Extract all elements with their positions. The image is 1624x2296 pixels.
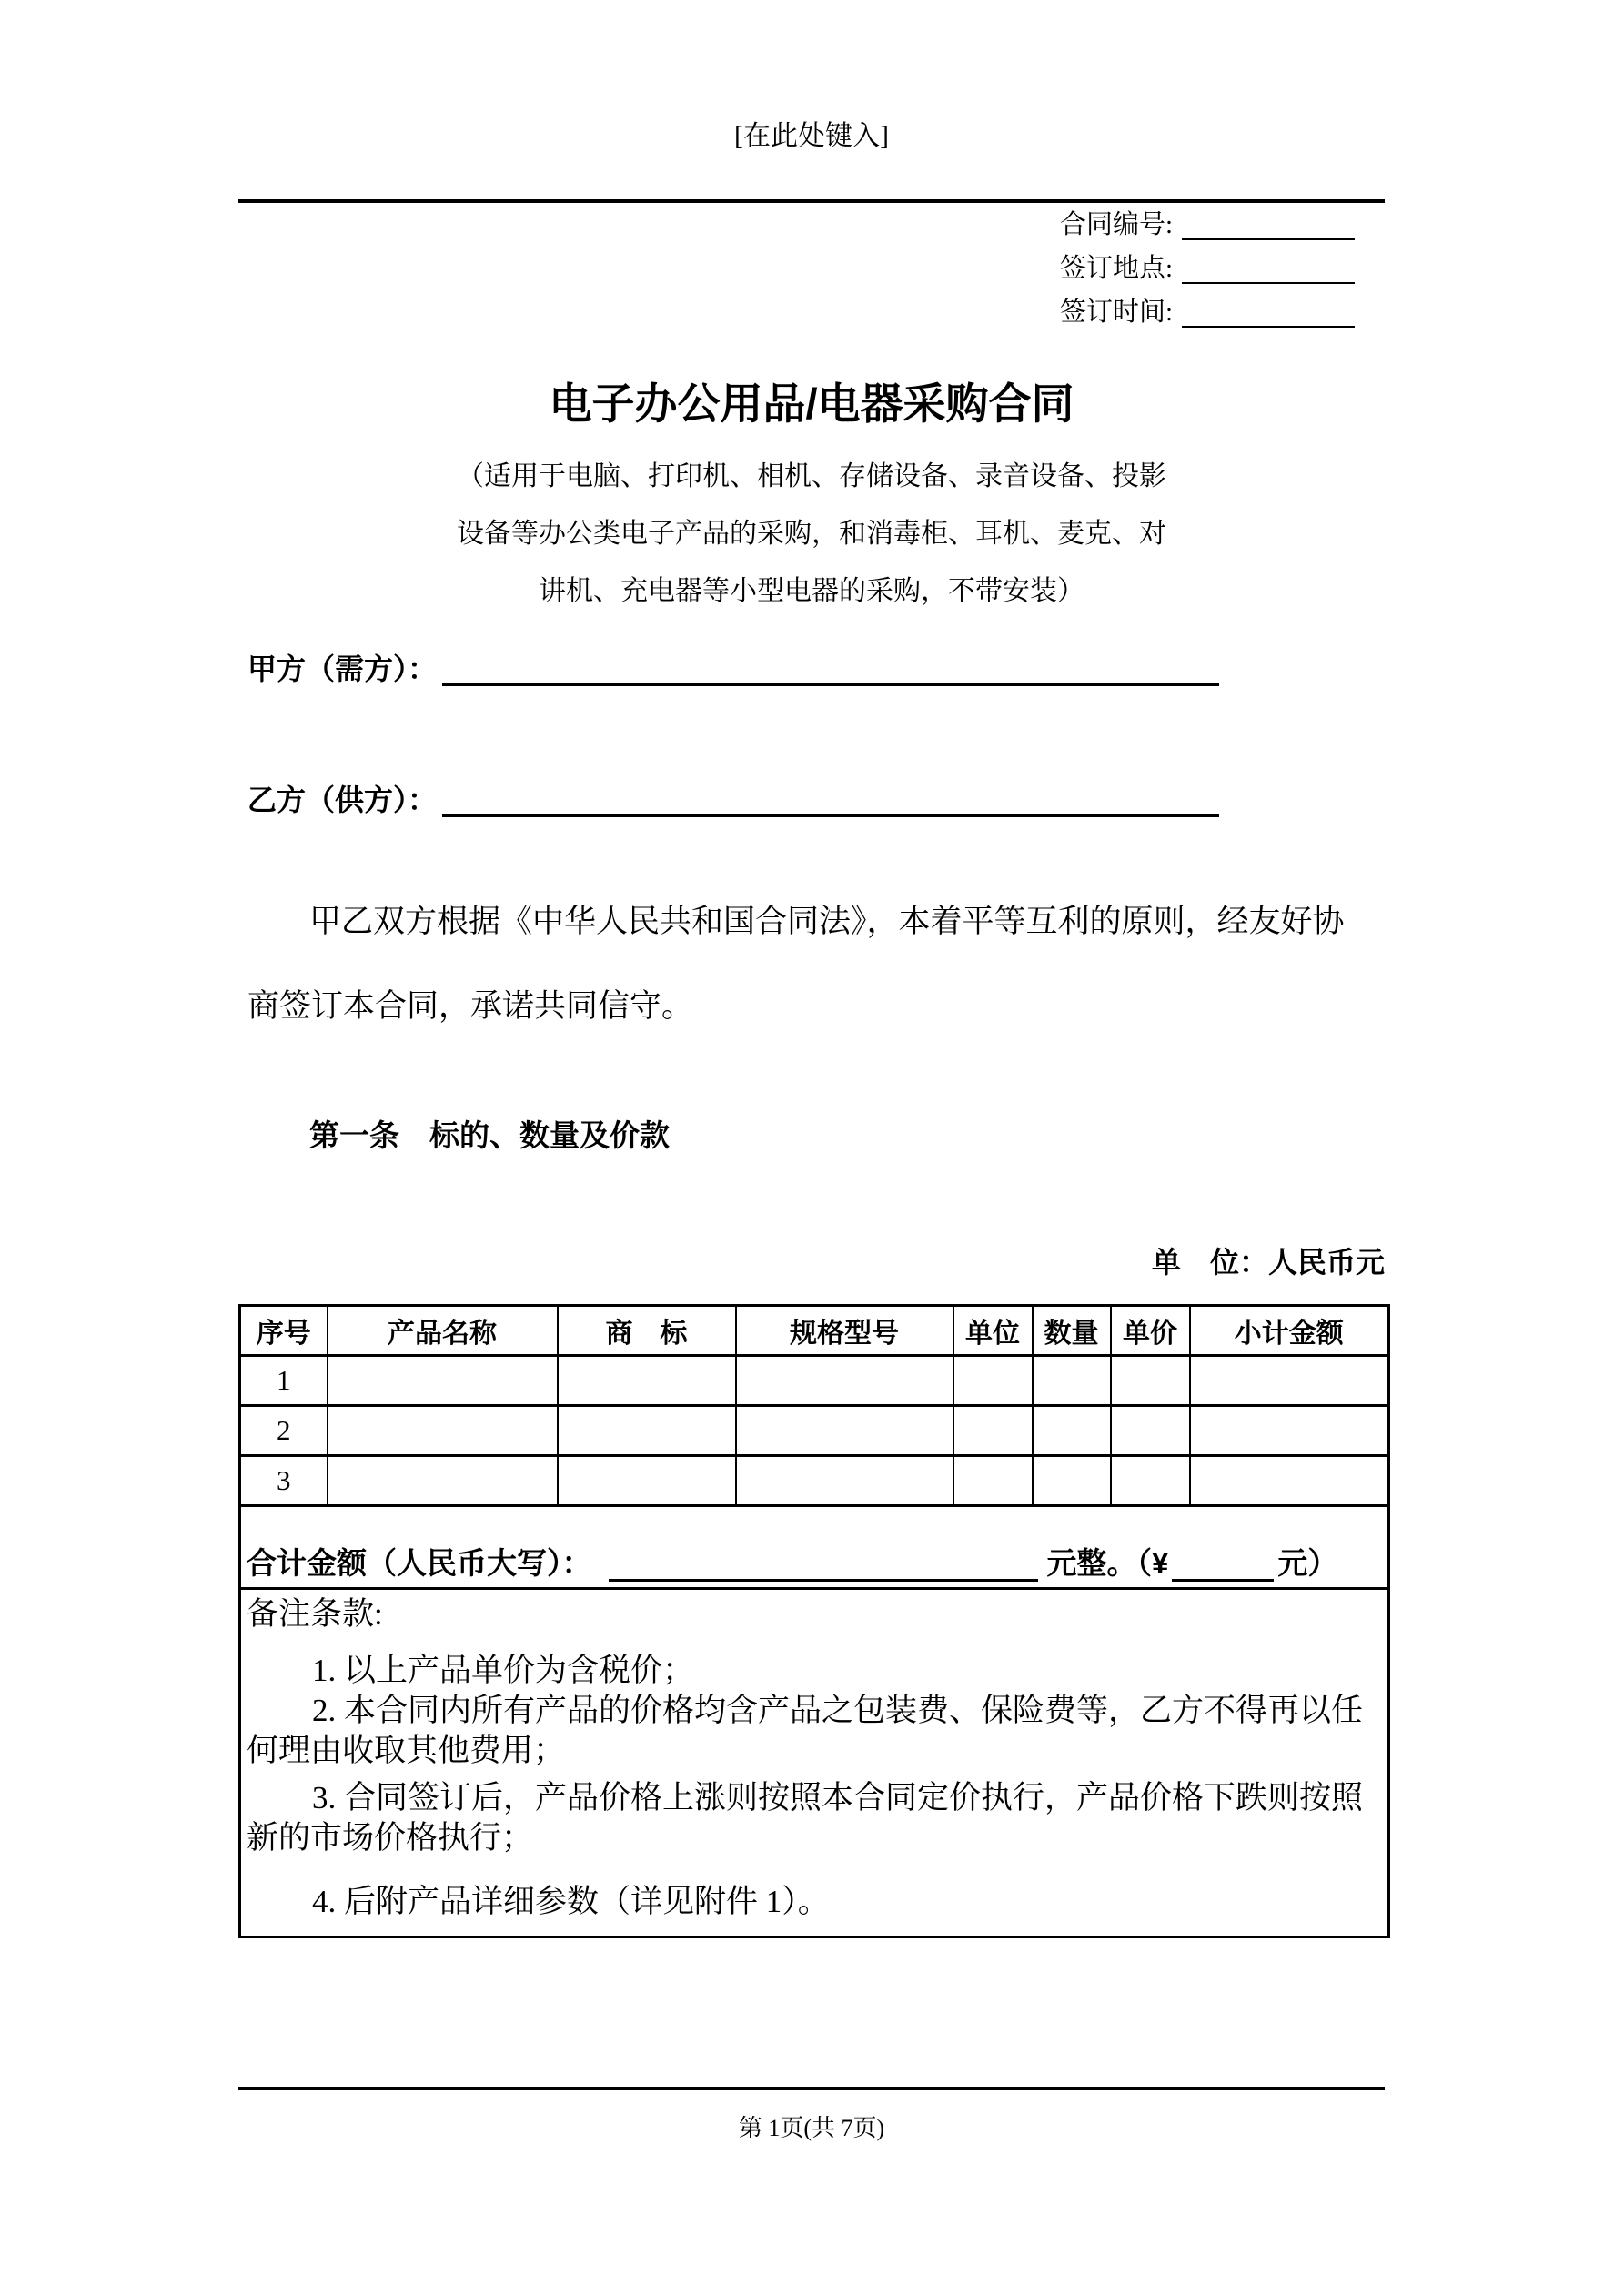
- intro-paragraph-line: 商签订本合同，承诺共同信守。: [247, 988, 694, 1024]
- party-b-label: 乙方（供方）：: [247, 784, 438, 816]
- note-item-4: 4. 后附产品详细参数（详见附件 1）。: [312, 1884, 830, 1919]
- table-row: [240, 1356, 1389, 1406]
- signing-place-label: 签订地点:: [1060, 254, 1174, 283]
- section1-heading: 第一条 标的、数量及价款: [309, 1118, 670, 1152]
- notes-row: [240, 1589, 1389, 1937]
- product-name-cell[interactable]: [328, 1356, 558, 1406]
- col-header-brand: 商 标: [558, 1306, 736, 1356]
- total-amount-label: 合计金额（人民币大写）：: [247, 1546, 592, 1580]
- note-item-3-line-2: 新的市场价格执行；: [247, 1820, 534, 1856]
- model-cell[interactable]: [736, 1456, 953, 1506]
- quantity-cell[interactable]: [1033, 1356, 1111, 1406]
- brand-cell[interactable]: [558, 1356, 736, 1406]
- products-table-wrapper: [238, 1304, 1390, 1938]
- contract-number-blank[interactable]: [1182, 211, 1355, 240]
- party-a-blank[interactable]: [442, 652, 1219, 686]
- intro-paragraph-line: 甲乙双方根据《中华人民共和国合同法》，本着平等互利的原则，经友好协: [309, 904, 1345, 939]
- note-item-1: 1. 以上产品单价为含税价；: [312, 1653, 695, 1688]
- subtitle-line: （适用于电脑、打印机、相机、存储设备、录音设备、投影: [457, 461, 1166, 491]
- contract-number-row: [1060, 207, 1355, 240]
- total-amount-cell: [240, 1506, 1389, 1589]
- contract-subtitle: [238, 448, 1385, 620]
- signing-place-row: [1060, 251, 1355, 284]
- product-name-cell[interactable]: [328, 1406, 558, 1456]
- col-header-unit: 单位: [953, 1306, 1033, 1356]
- party-b-row: [247, 781, 1219, 817]
- subtotal-cell[interactable]: [1190, 1356, 1389, 1406]
- total-amount-suffix: 元整。（¥: [1046, 1546, 1169, 1580]
- signing-date-row: [1060, 295, 1355, 328]
- brand-cell[interactable]: [558, 1456, 736, 1506]
- col-header-subtotal: 小计金额: [1190, 1306, 1389, 1356]
- quantity-cell[interactable]: [1033, 1456, 1111, 1506]
- footer-rule: [238, 2087, 1385, 2090]
- unit-price-cell[interactable]: [1111, 1456, 1190, 1506]
- party-a-row: [247, 650, 1219, 686]
- row-index-cell: 3: [240, 1456, 328, 1506]
- table-row: [240, 1406, 1389, 1456]
- signing-date-blank[interactable]: [1182, 298, 1355, 328]
- total-amount-words-blank[interactable]: [609, 1546, 1038, 1582]
- unit-cell[interactable]: [953, 1456, 1033, 1506]
- notes-title: 备注条款:: [247, 1596, 383, 1632]
- col-header-product-name: 产品名称: [328, 1306, 558, 1356]
- currency-unit-label: 单 位：人民币元: [1151, 1246, 1385, 1279]
- signing-date-label: 签订时间:: [1060, 298, 1174, 327]
- subtotal-cell[interactable]: [1190, 1406, 1389, 1456]
- party-a-label: 甲方（需方）：: [247, 652, 438, 685]
- contract-number-label: 合同编号:: [1060, 210, 1174, 239]
- unit-price-cell[interactable]: [1111, 1406, 1190, 1456]
- row-index-cell: 1: [240, 1356, 328, 1406]
- total-amount-row: [240, 1506, 1389, 1589]
- col-header-model: 规格型号: [736, 1306, 953, 1356]
- unit-price-cell[interactable]: [1111, 1356, 1190, 1406]
- footer-page-number: 第 1页(共 7页): [738, 2115, 885, 2141]
- signing-place-blank[interactable]: [1182, 255, 1355, 284]
- contract-title: 电子办公用品/电器采购合同: [549, 379, 1074, 428]
- subtotal-cell[interactable]: [1190, 1456, 1389, 1506]
- products-table: [238, 1304, 1390, 1938]
- quantity-cell[interactable]: [1033, 1406, 1111, 1456]
- brand-cell[interactable]: [558, 1406, 736, 1456]
- model-cell[interactable]: [736, 1406, 953, 1456]
- subtitle-line: 讲机、充电器等小型电器的采购，不带安装）: [539, 576, 1084, 606]
- total-amount-suffix-end: 元）: [1277, 1546, 1338, 1580]
- col-header-unit-price: 单价: [1111, 1306, 1190, 1356]
- header-type-here-placeholder[interactable]: [在此处键入]: [734, 121, 889, 151]
- subtitle-line: 设备等办公类电子产品的采购，和消毒柜、耳机、麦克、对: [457, 519, 1166, 549]
- col-header-index: 序号: [240, 1306, 328, 1356]
- note-item-3-line-1: 3. 合同签订后，产品价格上涨则按照本合同定价执行，产品价格下跌则按照: [312, 1780, 1364, 1816]
- unit-cell[interactable]: [953, 1406, 1033, 1456]
- note-item-2-line-2: 何理由收取其他费用；: [247, 1733, 566, 1768]
- table-row: [240, 1456, 1389, 1506]
- col-header-quantity: 数量: [1033, 1306, 1111, 1356]
- product-name-cell[interactable]: [328, 1456, 558, 1506]
- table-header-row: [240, 1306, 1389, 1356]
- model-cell[interactable]: [736, 1356, 953, 1406]
- note-item-2-line-1: 2. 本合同内所有产品的价格均含产品之包装费、保险费等，乙方不得再以任: [312, 1693, 1364, 1728]
- row-index-cell: 2: [240, 1406, 328, 1456]
- notes-cell: [240, 1589, 1389, 1937]
- unit-cell[interactable]: [953, 1356, 1033, 1406]
- header-rule: [238, 199, 1385, 203]
- total-amount-figures-blank[interactable]: [1172, 1546, 1274, 1582]
- party-b-blank[interactable]: [442, 784, 1219, 817]
